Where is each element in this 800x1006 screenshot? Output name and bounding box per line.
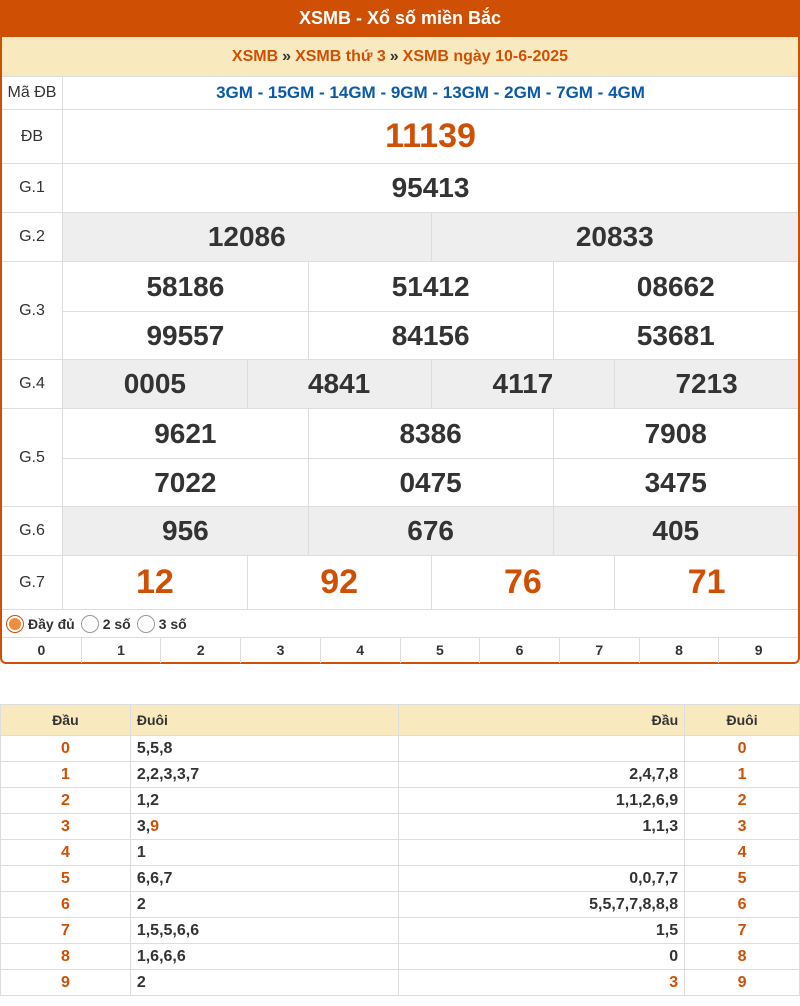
table-row (1, 788, 800, 814)
label-ma-db: Mã ĐB (2, 77, 63, 109)
prize-g2: 20833 (431, 213, 799, 261)
rdau-cell: 0 (399, 944, 685, 970)
duoi-special: 9 (150, 817, 160, 835)
duoi-cell: 2 (130, 970, 399, 996)
rduoi-cell: 4 (685, 840, 800, 866)
prize-g4: 4841 (247, 360, 431, 408)
prize-g5: 9621 (154, 417, 217, 449)
digit-filter-2[interactable]: 2 (161, 638, 241, 663)
rduoi-cell: 3 (685, 814, 800, 840)
digit-filter-0[interactable]: 0 (2, 638, 82, 663)
rduoi-cell: 9 (685, 970, 800, 996)
dau-cell: 7 (1, 918, 131, 944)
row-ma-db (2, 76, 798, 109)
rdau-cell: 2,4,7,8 (399, 762, 685, 788)
prize-g5: 7908 (553, 409, 798, 458)
rdau-cell: 3 (399, 970, 685, 996)
prize-g5: 0475 (308, 458, 553, 507)
digit-filter-9[interactable]: 9 (754, 642, 763, 658)
header-dau-right: Đầu (399, 705, 685, 736)
prize-g6: 676 (308, 507, 553, 555)
breadcrumb-separator: » (282, 48, 292, 65)
duoi-cell: 6,6,7 (130, 866, 399, 892)
prize-db: 11139 (385, 117, 476, 155)
prize-g5: 3475 (553, 458, 798, 507)
prize-g7: 76 (431, 556, 615, 609)
rdau-cell: 1,1,3 (399, 814, 685, 840)
duoi-cell: 1,2 (130, 788, 399, 814)
breadcrumb-separator: » (389, 48, 399, 65)
dau-cell: 4 (1, 840, 131, 866)
loto-table (0, 704, 800, 996)
label-g4: G.4 (2, 360, 63, 408)
rduoi-cell: 5 (685, 866, 800, 892)
ma-db-codes: 3GM - 15GM - 14GM - 9GM - 13GM - 2GM - 7GM - 4GM (216, 83, 645, 102)
radio-empty-icon[interactable] (81, 615, 99, 633)
prize-g7: 12 (135, 563, 174, 601)
label-g6: G.6 (2, 507, 63, 555)
prize-g4: 0005 (123, 368, 187, 399)
prize-g3: 51412 (308, 262, 553, 311)
prize-g6: 956 (162, 515, 209, 546)
row-g4 (2, 359, 798, 408)
duoi-cell: 2 (130, 892, 399, 918)
radio-three-label: 3 số (158, 616, 187, 632)
loto-header-row (1, 705, 800, 736)
rduoi-cell: 1 (685, 762, 800, 788)
radio-two-label: 2 số (102, 616, 131, 632)
row-g2 (2, 212, 798, 261)
row-g5 (2, 408, 798, 506)
duoi-cell (130, 814, 399, 840)
breadcrumb-xsmb[interactable]: XSMB (231, 48, 279, 65)
digit-filter-8[interactable]: 8 (640, 638, 720, 663)
rdau-cell: 1,1,2,6,9 (399, 788, 685, 814)
rdau-cell: 1,5 (399, 918, 685, 944)
prize-g1: 95413 (391, 172, 470, 203)
prize-g3: 08662 (553, 262, 798, 311)
table-row (1, 970, 800, 996)
table-row (1, 944, 800, 970)
rduoi-cell: 8 (685, 944, 800, 970)
prize-g3: 99557 (63, 311, 308, 360)
header-duoi: Đuôi (130, 705, 399, 736)
duoi-cell: 5,5,8 (130, 736, 399, 762)
radio-two-digit[interactable] (81, 615, 131, 633)
breadcrumb (2, 37, 798, 76)
row-db (2, 109, 798, 163)
page-title: XSMB - Xổ số miền Bắc (0, 0, 800, 37)
prize-g2: 12086 (207, 221, 286, 252)
breadcrumb-xsmb-date[interactable]: XSMB ngày 10-6-2025 (402, 48, 569, 65)
rduoi-cell: 7 (685, 918, 800, 944)
radio-empty-icon[interactable] (137, 615, 155, 633)
row-g7 (2, 555, 798, 609)
table-row (1, 918, 800, 944)
row-g1 (2, 163, 798, 212)
duoi-cell: 2,2,3,3,7 (130, 762, 399, 788)
row-g6 (2, 506, 798, 555)
radio-full[interactable] (6, 615, 75, 633)
dau-cell: 2 (1, 788, 131, 814)
duoi-text: 3, (136, 817, 151, 835)
table-row (1, 892, 800, 918)
dau-cell: 3 (1, 814, 131, 840)
prize-g7: 92 (247, 556, 431, 609)
rdau-cell: 5,5,7,7,8,8,8 (399, 892, 685, 918)
prize-g4: 4117 (431, 360, 615, 408)
radio-three-digit[interactable] (137, 615, 187, 633)
dau-cell: 1 (1, 762, 131, 788)
dau-cell: 5 (1, 866, 131, 892)
prize-g5: 8386 (308, 409, 553, 458)
radio-selected-icon[interactable] (6, 615, 24, 633)
table-row (1, 840, 800, 866)
duoi-cell: 1,5,5,6,6 (130, 918, 399, 944)
table-row (1, 736, 800, 762)
dau-cell: 6 (1, 892, 131, 918)
prize-g4: 7213 (614, 360, 798, 408)
duoi-cell: 1,6,6,6 (130, 944, 399, 970)
view-options (2, 609, 798, 638)
rduoi-cell: 6 (685, 892, 800, 918)
digit-filter-5[interactable]: 5 (401, 638, 481, 663)
rdau-cell (399, 736, 685, 762)
label-g1: G.1 (2, 164, 63, 212)
header-duoi-right: Đuôi (685, 705, 800, 736)
digit-filter-3[interactable]: 3 (241, 638, 321, 663)
rdau-cell: 0,0,7,7 (399, 866, 685, 892)
header-dau: Đầu (1, 705, 131, 736)
label-g3: G.3 (2, 262, 63, 359)
dau-cell: 0 (1, 736, 131, 762)
rdau-cell (399, 840, 685, 866)
digit-filter-6[interactable]: 6 (480, 638, 560, 663)
row-g3 (2, 261, 798, 359)
dau-cell: 8 (1, 944, 131, 970)
label-g7: G.7 (2, 556, 63, 609)
dau-cell: 9 (1, 970, 131, 996)
rduoi-cell: 0 (685, 736, 800, 762)
label-g5: G.5 (2, 409, 63, 506)
table-row (1, 866, 800, 892)
prize-g6: 405 (553, 507, 798, 555)
table-row (1, 814, 800, 840)
digit-filter-4[interactable]: 4 (321, 638, 401, 663)
prize-g3: 84156 (308, 311, 553, 360)
prize-g3: 58186 (146, 270, 225, 302)
label-g2: G.2 (2, 213, 63, 261)
duoi-cell: 1 (130, 840, 399, 866)
label-db: ĐB (2, 110, 63, 163)
digit-filter-7[interactable]: 7 (560, 638, 640, 663)
prize-g7: 71 (614, 556, 798, 609)
table-row (1, 762, 800, 788)
digit-filter (2, 637, 798, 663)
prize-g3: 53681 (553, 311, 798, 360)
rduoi-cell: 2 (685, 788, 800, 814)
prize-g5: 7022 (63, 458, 308, 507)
breadcrumb-xsmb-thu3[interactable]: XSMB thứ 3 (295, 48, 386, 65)
digit-filter-1[interactable]: 1 (82, 638, 162, 663)
radio-full-label: Đầy đủ (28, 616, 75, 632)
